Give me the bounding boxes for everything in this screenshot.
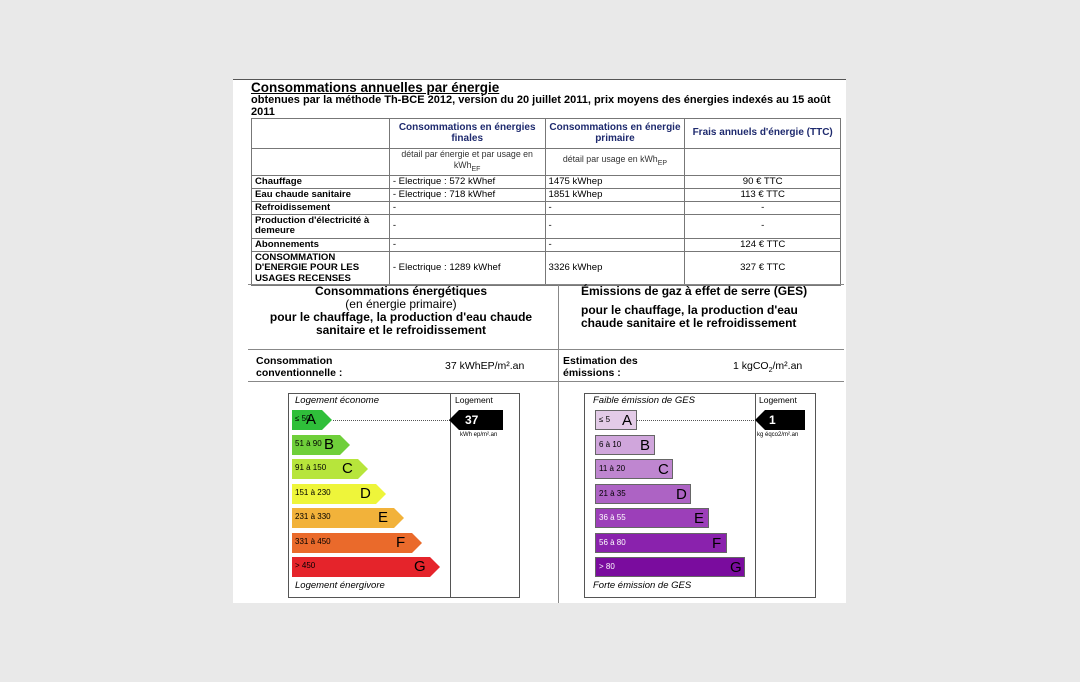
bar-arrow-tip	[376, 484, 386, 504]
subheader-final: détail par énergie et par usage en kWh$_{EF}$	[389, 149, 545, 176]
class-range: 331 à 450	[295, 536, 331, 546]
class-range: 56 à 80	[599, 537, 626, 547]
bar-arrow-tip	[322, 410, 332, 430]
energy-label-frame	[288, 393, 520, 598]
energy-panel	[248, 285, 554, 603]
class-letter: G	[730, 559, 742, 576]
class-bar-e	[292, 508, 394, 528]
table-header-row	[252, 119, 841, 149]
bar-arrow-tip	[394, 508, 404, 528]
energy-estimate-label: Consommation conventionnelle :	[256, 355, 343, 379]
energy-title: Consommations énergétiques (en énergie primaire) pour le chauffage, la production d'eau chaude sanitaire et le refroidissement	[269, 284, 533, 337]
bar-arrow-tip	[358, 459, 368, 479]
class-range: 36 à 55	[599, 513, 626, 522]
class-letter: D	[676, 485, 687, 503]
page-title: Consommations annuelles par énergie	[251, 80, 500, 95]
energy-logement-caption: Logement	[455, 395, 493, 405]
class-bar-e	[595, 508, 709, 528]
subheader-primary: détail par usage en kWh$_{EP}$	[545, 149, 685, 176]
table-row: Production d'électricité à demeure - - -	[252, 214, 841, 238]
header-final: Consommations en énergies finales	[389, 119, 545, 149]
energy-marker-unit: kWh ep/m².an	[460, 432, 498, 438]
class-letter: G	[414, 558, 426, 575]
table-subheader-row	[252, 149, 841, 176]
class-bar-a	[292, 410, 322, 430]
class-bar-d	[595, 484, 691, 504]
ges-title: Émissions de gaz à effet de serre (GES) pour le chauffage, la production d'eau chaude sanitaire et le refroidissement	[581, 284, 808, 330]
class-range: > 80	[599, 562, 615, 571]
bar-arrow-tip	[340, 435, 350, 455]
ges-bottom-caption: Forte émission de GES	[593, 580, 692, 591]
class-range: 21 à 35	[599, 488, 626, 498]
ges-marker: 1	[765, 410, 805, 430]
class-bar-g	[292, 557, 430, 577]
class-bar-g	[595, 557, 745, 577]
page-subtitle: obtenues par la méthode Th-BCE 2012, version du 20 juillet 2011, prix moyens des énergies indexés au 15 août 2011	[251, 94, 831, 118]
class-letter: A	[306, 411, 317, 428]
class-letter: F	[712, 534, 722, 552]
table-row: Refroidissement - - -	[252, 201, 841, 214]
ges-pointer-line	[637, 420, 762, 421]
header-primary: Consommations en énergie primaire	[545, 119, 685, 149]
class-bar-c	[595, 459, 673, 479]
class-letter: B	[324, 435, 335, 453]
energy-pointer-line	[333, 420, 458, 421]
ges-label-frame	[584, 393, 816, 598]
table-row: Chauffage - Electrique : 572 kWhef 1475 kWhep 90 € TTC	[252, 175, 841, 188]
bar-arrow-tip	[430, 557, 440, 577]
ges-top-caption: Faible émission de GES	[593, 395, 695, 406]
table-row: Eau chaude sanitaire - Electrique : 718 kWhef 1851 kWhep 113 € TTC	[252, 188, 841, 201]
document-page	[233, 79, 846, 603]
class-range: ≤ 5	[599, 415, 611, 424]
energy-marker: 37	[459, 410, 503, 430]
class-range: > 450	[295, 561, 316, 570]
ges-estimate-label: Estimation des émissions :	[563, 355, 638, 379]
class-range: 231 à 330	[295, 512, 331, 521]
class-range: 11 à 20	[599, 464, 626, 473]
class-letter: E	[378, 509, 389, 526]
class-letter: E	[694, 510, 705, 527]
class-letter: C	[342, 460, 353, 477]
ges-logement-caption: Logement	[759, 395, 797, 405]
class-letter: D	[360, 484, 371, 502]
class-range: 51 à 90	[295, 438, 322, 448]
class-bar-f	[595, 533, 727, 553]
class-bar-c	[292, 459, 358, 479]
class-letter: A	[622, 412, 633, 429]
class-range: 6 à 10	[599, 439, 622, 449]
energy-estimate-value: 37 kWhEP/m².an	[445, 360, 525, 372]
ges-estimate-value: 1 kgCO$_2$/m².an	[733, 360, 803, 375]
class-range: ≤ 50	[295, 414, 311, 423]
class-bar-b	[292, 435, 340, 455]
class-range: 91 à 150	[295, 463, 327, 472]
consumption-table	[251, 118, 841, 286]
class-bar-a	[595, 410, 637, 430]
table-row: Abonnements - - 124 € TTC	[252, 238, 841, 251]
header-cost: Frais annuels d'énergie (TTC)	[685, 119, 841, 149]
class-letter: B	[640, 436, 651, 454]
class-letter: F	[396, 533, 406, 551]
ges-panel	[559, 285, 865, 603]
ges-marker-unit: kg éqco2/m².an	[757, 432, 799, 438]
energy-bottom-caption: Logement énergivore	[295, 580, 385, 591]
class-range: 151 à 230	[295, 487, 331, 497]
class-bar-f	[292, 533, 412, 553]
class-letter: C	[658, 461, 669, 478]
table-corner	[252, 119, 390, 149]
energy-top-caption: Logement économe	[295, 395, 379, 406]
class-bar-b	[595, 435, 655, 455]
bar-arrow-tip	[412, 533, 422, 553]
table-row-total: CONSOMMATION D'ENERGIE POUR LES USAGES RECENSES - Electrique : 1289 kWhef 3326 kWhep 327 € TTC	[252, 251, 841, 285]
class-bar-d	[292, 484, 376, 504]
